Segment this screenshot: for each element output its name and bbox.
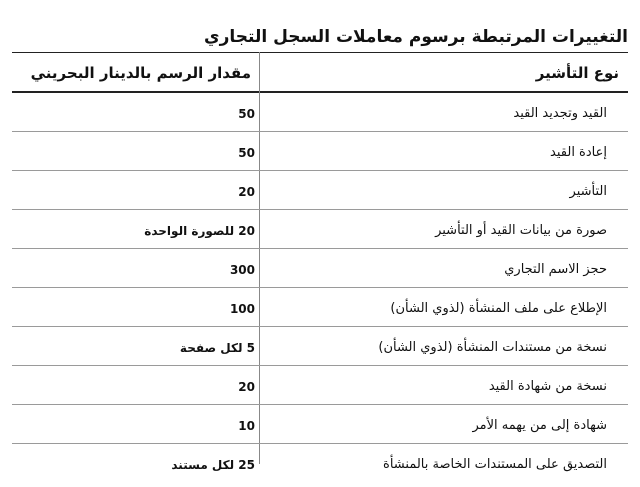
table-row [12,171,628,210]
fee-table-body [12,93,628,482]
row-type: الإطلاع على ملف المنشأة (لذوي الشأن) [390,301,607,316]
table-row [12,366,628,405]
table-row [12,210,628,249]
row-fee: 300 [229,263,255,277]
row-fee: 25 لكل مستند [171,458,255,472]
row-fee: 5 لكل صفحة [179,341,255,355]
row-fee: 10 [238,419,255,433]
table-row [12,132,628,171]
row-fee: 20 [238,380,255,394]
row-fee: 50 [238,146,255,160]
title-divider [12,52,628,53]
table-row [12,93,628,132]
column-header-type: نوع التأشير [535,64,619,82]
column-header-fee: مقدار الرسم بالدينار البحريني [30,64,251,82]
row-fee: 20 للصورة الواحدة [144,224,255,238]
row-type: نسخة من مستندات المنشأة (لذوي الشأن) [378,340,607,355]
table-row [12,405,628,444]
row-type: حجز الاسم التجاري [504,262,607,277]
row-type: شهادة إلى من يهمه الأمر [472,418,607,433]
document-title: التغييرات المرتبطة برسوم معاملات السجل التجاري [204,27,628,47]
row-type: إعادة القيد [550,145,607,160]
row-type: القيد وتجديد القيد [513,106,607,121]
table-row [12,249,628,288]
row-fee: 100 [229,302,255,316]
row-type: التصديق على المستندات الخاصة بالمنشأة [383,457,607,472]
row-fee: 50 [238,107,255,121]
row-type: صورة من بيانات القيد أو التأشير [435,223,607,238]
row-type: نسخة من شهادة القيد [488,379,607,394]
row-type: التأشير [569,184,607,199]
table-row [12,327,628,366]
row-fee: 20 [238,185,255,199]
table-row [12,444,628,482]
table-row [12,288,628,327]
